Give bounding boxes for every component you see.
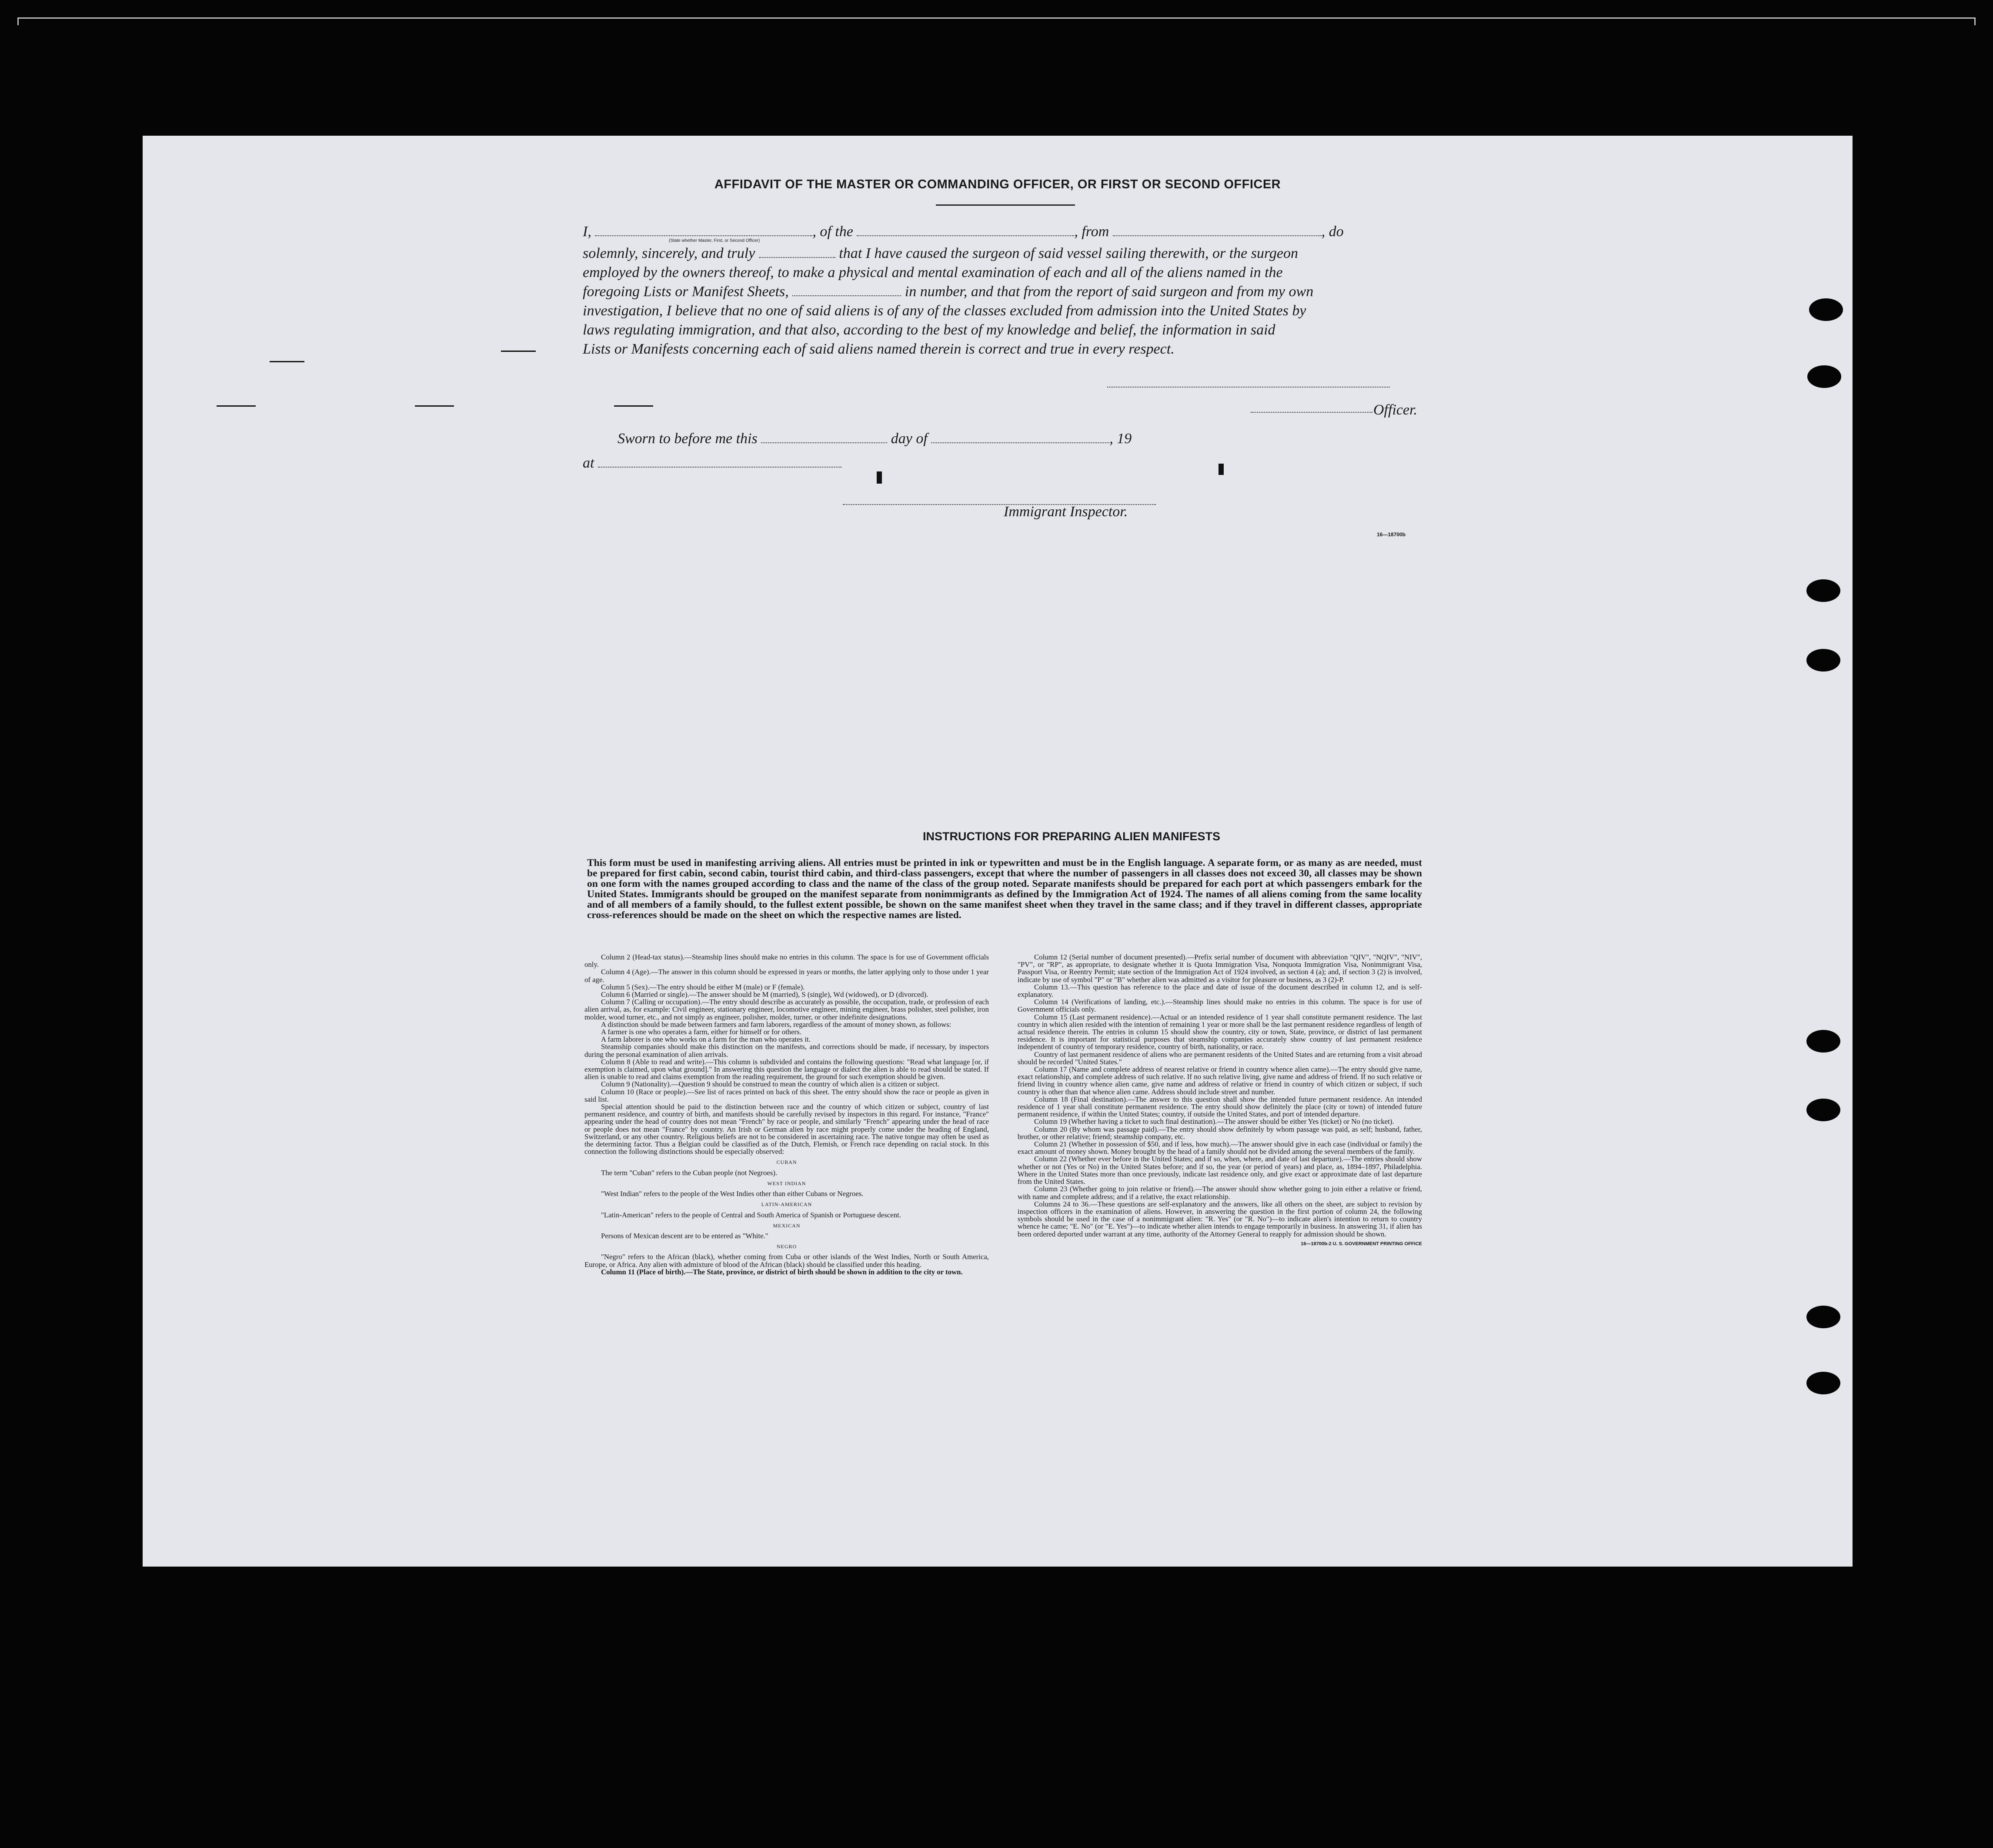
affidavit-title: AFFIDAVIT OF THE MASTER OR COMMANDING OFFICER, OR FIRST OR SECOND OFFICER	[714, 177, 1281, 191]
punch-hole	[1806, 1306, 1840, 1328]
paragraph: Column 21 (Whether in possession of $50, and if less, how much).—The answer should give in each case (individual or family) the exact amount of money shown. Money brought by the head of a family should not be divided among the several members of the family.	[1018, 1140, 1422, 1156]
paragraph: Country of last permanent residence of aliens who are permanent residents of the United States and are returning from a visit abroad should be recorded "United States."	[1018, 1050, 1422, 1066]
paragraph: Column 20 (By whom was passage paid).—The entry should show definitely by whom passage was paid, as self; husband, father, brother, or other relative; friend; steamship company, etc.	[1018, 1125, 1422, 1141]
scan-corner-left	[17, 17, 19, 25]
paragraph: Column 12 (Serial number of document presented).—Prefix serial number of document with abbreviation "QIV", "NQIV", "NIV", "PV", or "RP", as appropriate, to designate whether it is Quota Immigration Visa, Nonquota Immigration Visa, Nonimmigrant Visa, Passport Visa, or Reentry Permit; state section of the Immigration Act of 1924 involved, as section 4 (a); and, if section 3 (2) is involved, indicate by use of symbol "P" or "B" whether alien was admitted as a visitor for pleasure or business, as 3 (2)-P.	[1018, 953, 1422, 984]
affidavit-line-5: investigation, I believe that no one of said aliens is of any of the classes excluded from admission into the United States by	[583, 303, 1306, 319]
paragraph: Columns 24 to 36.—These questions are self-explanatory and the answers, like all others on the sheet, are subject to revision by inspection officers in the examination of aliens. However, in answering the question in the first portion of column 24, the following symbols should be used in the case of a nonimmigrant alien: "R. Yes" (or "R. No")—to indicate alien's intention to return to country whence he came; "E. No" (or "E. Yes")—to indicate whether alien intends to engage temporarily in business. In answering 31, if alien has been ordered deported under warrant at any time, authority of the Attorney General to reapply for admission should be shown.	[1018, 1200, 1422, 1238]
line2a: solemnly, sincerely, and truly	[583, 245, 755, 261]
printing-office-footer: 16—18700b-2 U. S. GOVERNMENT PRINTING OFFICE	[1301, 1241, 1422, 1246]
document-sheet	[143, 136, 1853, 1567]
line4b: in number, and that from the report of said surgeon and from my own	[905, 284, 1314, 300]
cuban-heading: CUBAN	[776, 1159, 797, 1166]
paragraph: Column 11 (Place of birth).—The State, province, or district of birth should be shown in addition to the city or town.	[601, 1267, 963, 1276]
instructions-title: INSTRUCTIONS FOR PREPARING ALIEN MANIFESTS	[922, 830, 1221, 843]
punch-hole	[1806, 579, 1840, 602]
paragraph: Column 13.—This question has reference to the place and date of issue of the document described in column 12, and is self-explanatory.	[1018, 982, 1422, 999]
punch-hole	[1806, 1030, 1840, 1053]
year-label: , 19	[1109, 431, 1132, 447]
officer-label: Officer.	[1373, 402, 1418, 418]
paragraph: Steamship companies should make this distinction on the manifests, and corrections should be made, if necessary, by inspectors during the personal examination of alien arrivals.	[584, 1043, 989, 1059]
paragraph: Column 19 (Whether having a ticket to such final destination).—The answer should be either Yes (ticket) or No (no ticket).	[1034, 1117, 1394, 1126]
paragraph: Persons of Mexican descent are to be entered as "White."	[601, 1231, 768, 1240]
from-label: , from	[1074, 224, 1109, 240]
instructions-intro: This form must be used in manifesting arriving aliens. All entries must be printed in ink or typewritten and must be in the English language. A separate form, or as many as are needed, must be prepared for first cabin, second cabin, tourist third cabin, and third-class passengers, except that where the number of passengers in all classes does not exceed 30, all classes may be shown on one form with the names grouped according to class and the name of the class of the group noted. Separate manifests should be prepared for each port at which passengers embark for the United States. Immigrants should be grouped on the manifest separate from nonimmigrants as defined by the Immigration Act of 1924. The names of all aliens coming from the same locality and of all members of a family should, to the fullest extent possible, be shown on the same manifest sheet when they travel in the same class; and if they travel in different classes, appropriate cross-references should be made on the sheet on which the respective names are listed.	[587, 857, 1422, 921]
inspector-label: Immigrant Inspector.	[1004, 504, 1128, 520]
do-label: , do	[1321, 224, 1344, 240]
of-the-label: , of the	[812, 224, 853, 240]
latin-american-heading: LATIN-AMERICAN	[761, 1201, 812, 1208]
sheet-count-field[interactable]	[792, 295, 901, 296]
punch-hole	[1806, 1372, 1840, 1394]
affidavit-line-1	[583, 224, 1344, 240]
paragraph: Column 18 (Final destination).—The answer to this question shall show the intended future permanent residence. An intended residence of 1 year shall constitute permanent residence. The entry should show definitely the place (city or town) of intended future permanent residence, if within the United States; country, if outside the United States, and port of intended departure.	[1018, 1095, 1422, 1119]
punch-hole	[1809, 298, 1843, 321]
paragraph: "West Indian" refers to the people of the West Indies other than either Cubans or Negroes.	[601, 1190, 864, 1198]
stray-mark	[614, 405, 653, 407]
stray-mark	[415, 405, 454, 407]
paragraph: Special attention should be paid to the distinction between race and the country of which citizen or subject, country of last permanent residence, and country of birth, and manifests should be carefully revised by inspectors in this regard. For instance, "France" appearing under the head of country does not mean "French" by race or people, and similarly "French" appearing under the head of race or people does not mean "France" by country. An Irish or German alien by race might properly come under the heading of England, Switzerland, or any other country. Religious beliefs are not to be considered in ascertaining race. The native tongue may often be used as the determining factor. Thus a Belgian could be classified as of the Dutch, Flemish, or French race depending on racial stock. In this connection the following distinctions should be especially observed:	[584, 1103, 989, 1156]
day-of-label: day of	[891, 431, 928, 447]
instructions-left-column	[584, 953, 989, 1276]
punch-hole	[1806, 1099, 1840, 1121]
stray-mark	[501, 351, 536, 352]
line4a: foregoing Lists or Manifest Sheets,	[583, 284, 789, 300]
officer-rank-field[interactable]	[595, 235, 812, 236]
signature-line[interactable]	[1107, 386, 1390, 388]
affidavit-line-4	[583, 284, 1313, 300]
paragraph: Column 4 (Age).—The answer in this column should be expressed in years or months, the latter applying only to those under 1 year of age.	[584, 968, 989, 984]
paragraph: Column 17 (Name and complete address of nearest relative or friend in country whence alien came).—The entry should give name, exact relationship, and complete address of such relative. If no such relative living, give name and address of friend. If no such relative or friend living in country whence alien came, give name and address of relative or friend in country of which citizen or subject, if such country is other than that whence alien came. Address should include street and number.	[1018, 1065, 1422, 1096]
vessel-name-field[interactable]	[857, 235, 1074, 236]
at-line	[583, 455, 841, 471]
paragraph: Column 7 (Calling or occupation).—The entry should describe as accurately as possible, the occupation, trade, or profession of each alien arrival, as, for example: Civil engineer, stationary engineer, locomotive engineer, mining engineer, brass polisher, steel polisher, iron molder, wood turner, etc., and not simply as engineer, polisher, molder, turner, or other indefinite designations.	[584, 998, 989, 1021]
line2b: that I have caused the surgeon of said vessel sailing therewith, or the surgeon	[839, 245, 1299, 261]
sworn-label: Sworn to before me this	[618, 431, 758, 447]
paragraph: "Negro" refers to the African (black), whether coming from Cuba or other islands of the West Indies, North or South America, Europe, or Africa. Any alien with admixture of blood of the African (black) should be classified under this heading.	[584, 1253, 989, 1269]
punch-hole	[1806, 649, 1840, 672]
stray-mark	[1219, 464, 1224, 475]
scan-top-edge	[17, 17, 1976, 19]
paragraph: Column 14 (Verifications of landing, etc.).—Steamship lines should make no entries in this column. The space is for use of Government officials only.	[1018, 998, 1422, 1014]
mexican-heading: MEXICAN	[773, 1222, 801, 1229]
paragraph: A farmer is one who operates a farm, either for himself or for others.	[601, 1028, 801, 1036]
paragraph: A distinction should be made between farmers and farm laborers, regardless of the amount of money shown, as follows:	[601, 1020, 951, 1029]
at-label: at	[583, 455, 594, 471]
sworn-line	[618, 431, 1132, 447]
paragraph: Column 6 (Married or single).—The answer should be M (married), S (single), Wd (widowed), or D (divorced).	[601, 990, 928, 999]
paragraph: Column 15 (Last permanent residence).—Actual or an intended residence of 1 year shall constitute permanent residence. The last country in which alien resided with the intention of remaining 1 year or more shall be the last permanent residence regardless of length of actual residence therein. The entries in column 15 should show the country, city or town, State, province, or district of last permanent residence. It is important for statistical purposes that steamship companies accurately show country of last permanent residence independent of country of temporary residence, country of birth, nationality, or race.	[1018, 1013, 1422, 1051]
paragraph: Column 23 (Whether going to join relative or friend).—The answer should show whether going to join either a relative or friend, with name and complete address; and if a relative, the exact relationship.	[1018, 1185, 1422, 1201]
west-indian-heading: WEST INDIAN	[767, 1180, 806, 1186]
officer-signature-line[interactable]	[1251, 411, 1372, 413]
negro-heading: NEGRO	[776, 1243, 797, 1250]
affidavit-line-7: Lists or Manifests concerning each of said aliens named therein is correct and true in every respect.	[583, 341, 1175, 357]
paragraph: Column 8 (Able to read and write).—This column is subdivided and contains the following questions: "Read what language [or, if exemption is claimed, upon what ground]." In answering this question the language or dialect the alien is able to read should be stated. If alien is unable to read and claims exemption from the reading requirement, the ground for such exemption should be given.	[584, 1057, 989, 1081]
paragraph: "Latin-American" refers to the people of Central and South America of Spanish or Portuguese descent.	[601, 1210, 901, 1219]
paragraph: The term "Cuban" refers to the Cuban people (not Negroes).	[601, 1168, 778, 1177]
sworn-day-field[interactable]	[761, 442, 887, 443]
paragraph: Column 5 (Sex).—The entry should be either M (male) or F (female).	[601, 982, 805, 991]
stray-mark	[270, 361, 304, 362]
title-rule	[936, 204, 1075, 206]
stray-mark	[217, 405, 256, 407]
from-port-field[interactable]	[1113, 235, 1322, 236]
i-label: I,	[583, 224, 591, 240]
paragraph: Column 10 (Race or people).—See list of races printed on back of this sheet. The entry should show the race or people as given in said list.	[584, 1087, 989, 1103]
punch-hole	[1807, 365, 1841, 388]
stray-mark	[877, 471, 882, 484]
place-field[interactable]	[598, 466, 841, 468]
swear-field[interactable]	[759, 257, 835, 258]
affidavit-line-6: laws regulating immigration, and that also, according to the best of my knowledge and belief, the information in said	[583, 322, 1275, 338]
paragraph: Column 9 (Nationality).—Question 9 should be construed to mean the country of which alien is a citizen or subject.	[601, 1080, 940, 1089]
form-number: 16—18700b	[1377, 531, 1406, 538]
paragraph: Column 22 (Whether ever before in the United States; and if so, when, where, and date of last departure).—The entries should show whether or not (Yes or No) in the United States before; and if so, the year (or period of years) and place, as, 1894–1897, Philadelphia. Where in the United States more than once previously, indicate last residence only, and give exact or approximate date of last departure from the United States.	[1018, 1155, 1422, 1186]
sworn-month-field[interactable]	[931, 442, 1109, 443]
scan-corner-right	[1974, 17, 1976, 25]
instructions-right-column	[1018, 953, 1422, 1248]
state-note: (State whether Master, First, or Second Officer)	[669, 238, 760, 243]
affidavit-line-3: employed by the owners thereof, to make a physical and mental examination of each and all of the aliens named in the	[583, 264, 1283, 281]
affidavit-line-2	[583, 245, 1298, 262]
paragraph: A farm laborer is one who works on a farm for the man who operates it.	[601, 1035, 811, 1044]
paragraph: Column 2 (Head-tax status).—Steamship lines should make no entries in this column. The space is for use of Government officials only.	[584, 953, 989, 969]
